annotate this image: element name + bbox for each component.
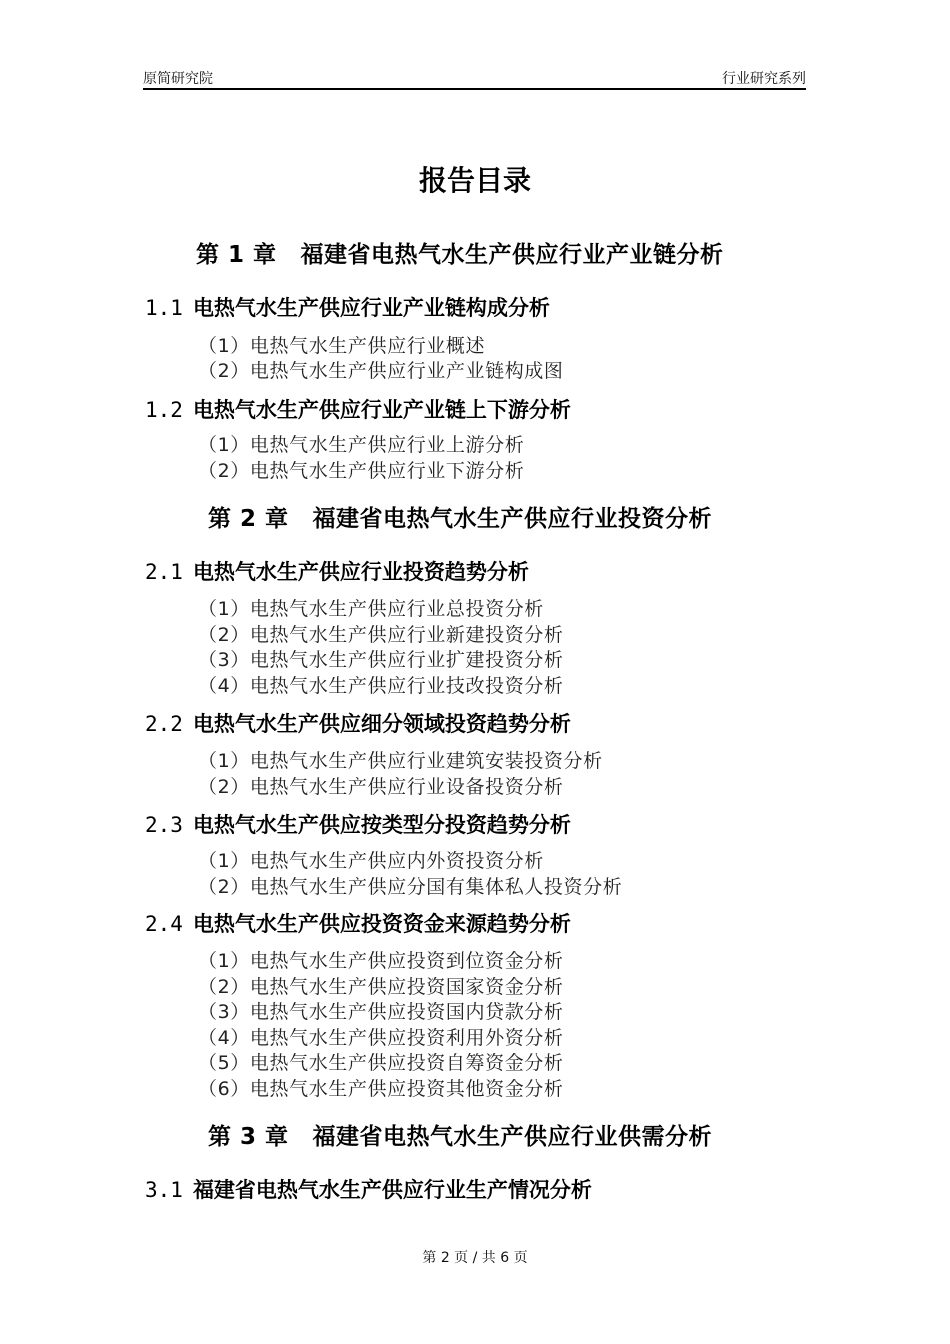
- section-number: 1.2: [145, 398, 183, 422]
- section-1-2-heading: [145, 394, 571, 424]
- toc-item: （3）电热气水生产供应投资国内贷款分析: [198, 1001, 564, 1023]
- section-number: 2.3: [145, 813, 183, 837]
- toc-item: （1）电热气水生产供应行业上游分析: [198, 434, 525, 456]
- header-divider: [143, 88, 806, 90]
- page-title: 报告目录: [418, 164, 531, 197]
- section-title: 福建省电热气水生产供应行业生产情况分析: [192, 1178, 592, 1202]
- section-title: 电热气水生产供应行业投资趋势分析: [192, 560, 529, 584]
- section-1-1-heading: [145, 292, 550, 322]
- section-2-3-heading: [145, 809, 571, 839]
- section-2-1-heading: [145, 556, 529, 586]
- header-series-name: 行业研究系列: [722, 70, 806, 86]
- chapter-2-heading: [208, 500, 712, 533]
- section-title: 电热气水生产供应细分领域投资趋势分析: [192, 712, 571, 736]
- toc-item: （1）电热气水生产供应行业建筑安装投资分析: [198, 750, 603, 772]
- chapter-title: 福建省电热气水生产供应行业供需分析: [312, 1124, 713, 1150]
- section-title: 电热气水生产供应行业产业链构成分析: [192, 296, 550, 320]
- section-2-4-heading: [145, 908, 571, 938]
- section-title: 电热气水生产供应按类型分投资趋势分析: [192, 813, 571, 837]
- section-number: 1.1: [145, 296, 183, 320]
- toc-item: （2）电热气水生产供应行业新建投资分析: [198, 624, 564, 646]
- chapter-label: 第 3 章: [208, 1124, 289, 1150]
- chapter-label: 第 1 章: [196, 242, 277, 268]
- toc-item: （2）电热气水生产供应行业下游分析: [198, 460, 525, 482]
- section-number: 2.1: [145, 560, 183, 584]
- header-org-name: 原简研究院: [143, 70, 213, 86]
- section-3-1-heading: [145, 1174, 592, 1204]
- toc-item: （2）电热气水生产供应行业设备投资分析: [198, 776, 564, 798]
- toc-item: （1）电热气水生产供应行业概述: [198, 335, 486, 357]
- toc-item: （2）电热气水生产供应分国有集体私人投资分析: [198, 876, 623, 898]
- section-title: 电热气水生产供应行业产业链上下游分析: [192, 398, 571, 422]
- chapter-title: 福建省电热气水生产供应行业投资分析: [312, 506, 713, 532]
- chapter-title: 福建省电热气水生产供应行业产业链分析: [300, 242, 724, 268]
- chapter-1-heading: [196, 236, 724, 269]
- toc-item: （2）电热气水生产供应行业产业链构成图: [198, 360, 564, 382]
- section-2-2-heading: [145, 708, 571, 738]
- toc-item: （3）电热气水生产供应行业扩建投资分析: [198, 649, 564, 671]
- section-number: 2.2: [145, 712, 183, 736]
- chapter-label: 第 2 章: [208, 506, 289, 532]
- toc-item: （1）电热气水生产供应内外资投资分析: [198, 850, 544, 872]
- section-number: 2.4: [145, 912, 183, 936]
- toc-item: （2）电热气水生产供应投资国家资金分析: [198, 976, 564, 998]
- section-number: 3.1: [145, 1178, 183, 1202]
- toc-item: （5）电热气水生产供应投资自筹资金分析: [198, 1052, 564, 1074]
- toc-item: （4）电热气水生产供应行业技改投资分析: [198, 675, 564, 697]
- toc-item: （4）电热气水生产供应投资利用外资分析: [198, 1027, 564, 1049]
- chapter-3-heading: [208, 1118, 712, 1151]
- page-number: 第 2 页 / 共 6 页: [422, 1250, 528, 1266]
- toc-item: （1）电热气水生产供应投资到位资金分析: [198, 950, 564, 972]
- toc-item: （1）电热气水生产供应行业总投资分析: [198, 598, 544, 620]
- toc-item: （6）电热气水生产供应投资其他资金分析: [198, 1078, 564, 1100]
- section-title: 电热气水生产供应投资资金来源趋势分析: [192, 912, 571, 936]
